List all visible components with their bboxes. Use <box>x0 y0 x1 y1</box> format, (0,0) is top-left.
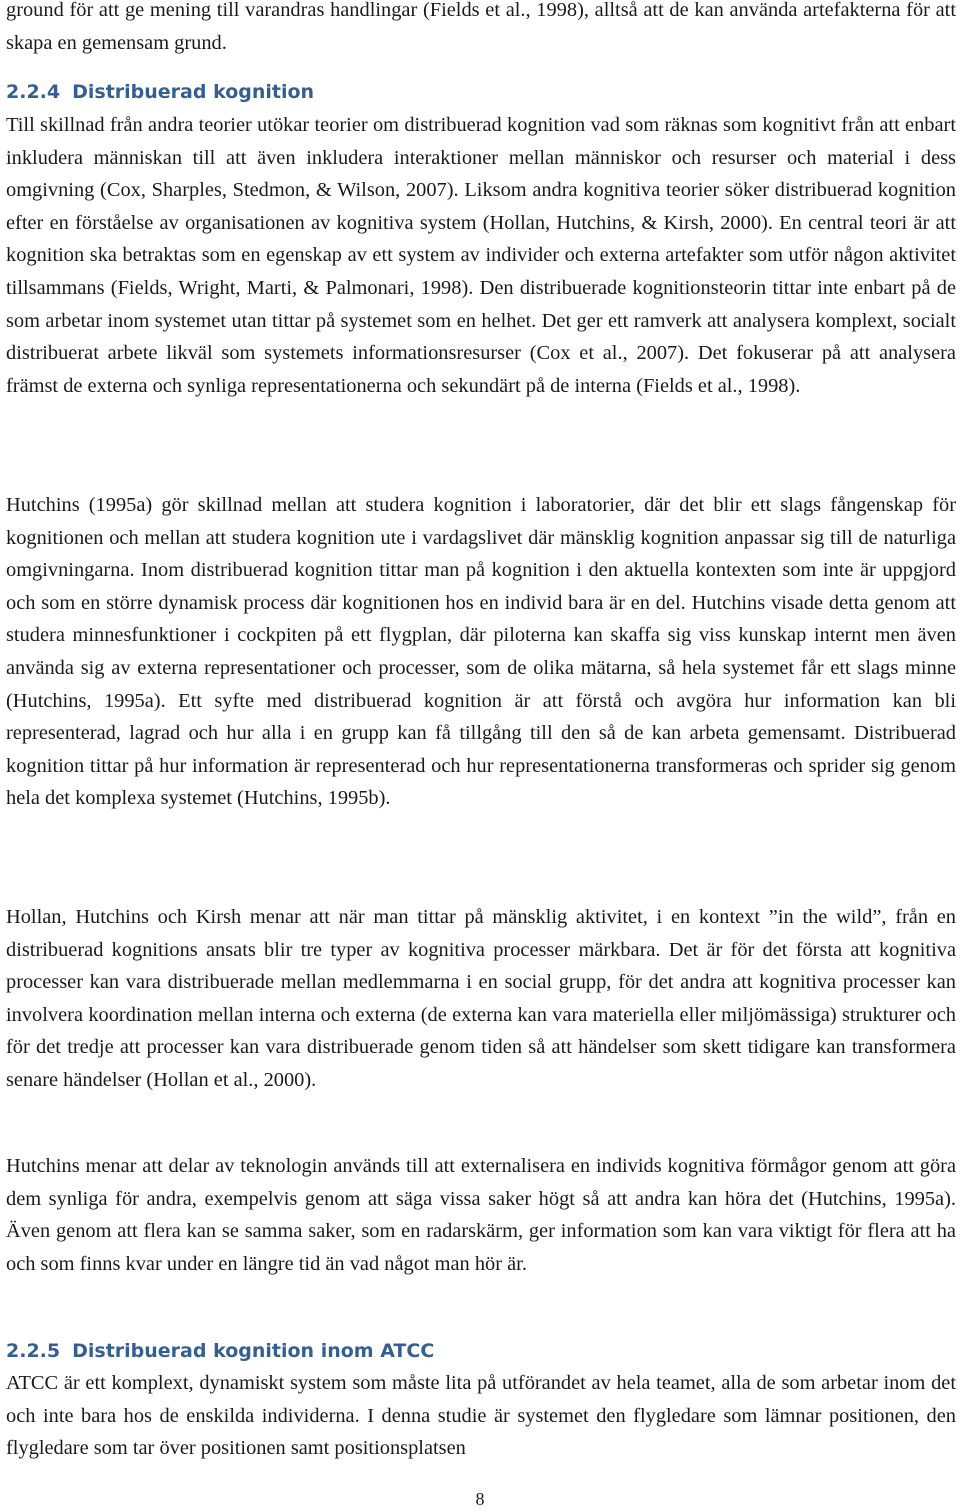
section-number: 2.2.5 <box>6 1340 61 1362</box>
page-number: 8 <box>475 1489 485 1509</box>
body-paragraph: Hutchins (1995a) gör skillnad mellan att studera kognition i laboratorier, där det blir ett slags fångenskap för kognitionen och mellan att studera kognition ute i vardagslivet där mänsklig kognition anpassar sig till de naturliga omgivningarna. Inom distribuerad kognition tittar man på kognition i den aktuella kontexten som inte är uppgjord och som en större dynamisk process där kognitionen hos en individ bara är en del. Hutchins visade detta genom att studera minnesfunktioner i cockpiten på ett flygplan, där piloterna kan skaffa sig viss kunskap internt men även använda sig av externa representationer och processer, som de olika mätarna, så hela systemet får ett slags minne (Hutchins, 1995a). Ett syfte med distribuerad kognition är att förstå och avgöra hur information kan bli representerad, lagrad och hur alla i en grupp kan få tillgång till den så de kan arbeta gemensamt. Distribuerad kognition tittar på hur information är representerad och hur representationerna transformeras och sprider sig genom hela det komplexa systemet (Hutchins, 1995b). <box>6 494 956 810</box>
section-title: Distribuerad kognition inom ATCC <box>72 1340 435 1362</box>
body-paragraph: Hollan, Hutchins och Kirsh menar att när man tittar på mänsklig aktivitet, i en kontext ”in the wild”, från en distribuerad kognitions ansats blir tre typer av kognitiva processer märkbara. Det är för det första att kognitiva processer kan vara distribuerade mellan medlemmarna i en social grupp, för det andra att kognitiva processer kan involvera koordination mellan interna och externa (de externa kan vara materiella eller miljömässiga) strukturer och för det tredje att processer kan vara distribuerade genom tiden så att händelser som skett tidigare kan transformera senare händelser (Hollan et al., 2000). <box>6 906 956 1091</box>
paragraph-continued: ground för att ge mening till varandras handlingar (Fields et al., 1998), alltså att de kan använda artefakterna för att skapa en gemensam grund. <box>6 0 956 54</box>
section-heading-2-2-5 <box>6 1337 434 1365</box>
body-paragraph: ATCC är ett komplext, dynamiskt system som måste lita på utförandet av hela teamet, alla de som arbetar inom det och inte bara hos de enskilda individerna. I denna studie är systemet den flygledare som lämnar positionen, den flygledare som tar över positionen samt positionsplatsen <box>6 1372 956 1460</box>
body-paragraph: Till skillnad från andra teorier utökar teorier om distribuerad kognition vad som räknas som kognitivt från att enbart inkludera människan till att även inkludera interaktioner mellan människor och resurser och material i dess omgivning (Cox, Sharples, Stedmon, & Wilson, 2007). Liksom andra kognitiva teorier söker distribuerad kognition efter en förståelse av organisationen av kognitiva system (Hollan, Hutchins, & Kirsh, 2000). En central teori är att kognition ska betraktas som en egenskap av ett system av individer och externa artefakter som utför någon aktivitet tillsammans (Fields, Wright, Marti, & Palmonari, 1998). Den distribuerade kognitionsteorin tittar inte enbart på de som arbetar inom systemet utan tittar på systemet som en helhet. Det ger ett ramverk att analysera komplext, socialt distribuerat arbete likväl som systemets informationsresurser (Cox et al., 2007). Det fokuserar på att analysera främst de externa och synliga representationerna och sekundärt på de interna (Fields et al., 1998). <box>6 114 956 397</box>
section-title: Distribuerad kognition <box>72 81 315 103</box>
body-paragraph: Hutchins menar att delar av teknologin används till att externalisera en individs kognitiva förmågor genom att göra dem synliga för andra, exempelvis genom att säga vissa saker högt så att andra kan höra det (Hutchins, 1995a). Även genom att flera kan se samma saker, som en radarskärm, ger information som kan vara viktigt för flera att ha och som finns kvar under en längre tid än vad något man hör är. <box>6 1155 956 1275</box>
section-number: 2.2.4 <box>6 81 61 103</box>
section-heading-2-2-4 <box>6 78 314 106</box>
